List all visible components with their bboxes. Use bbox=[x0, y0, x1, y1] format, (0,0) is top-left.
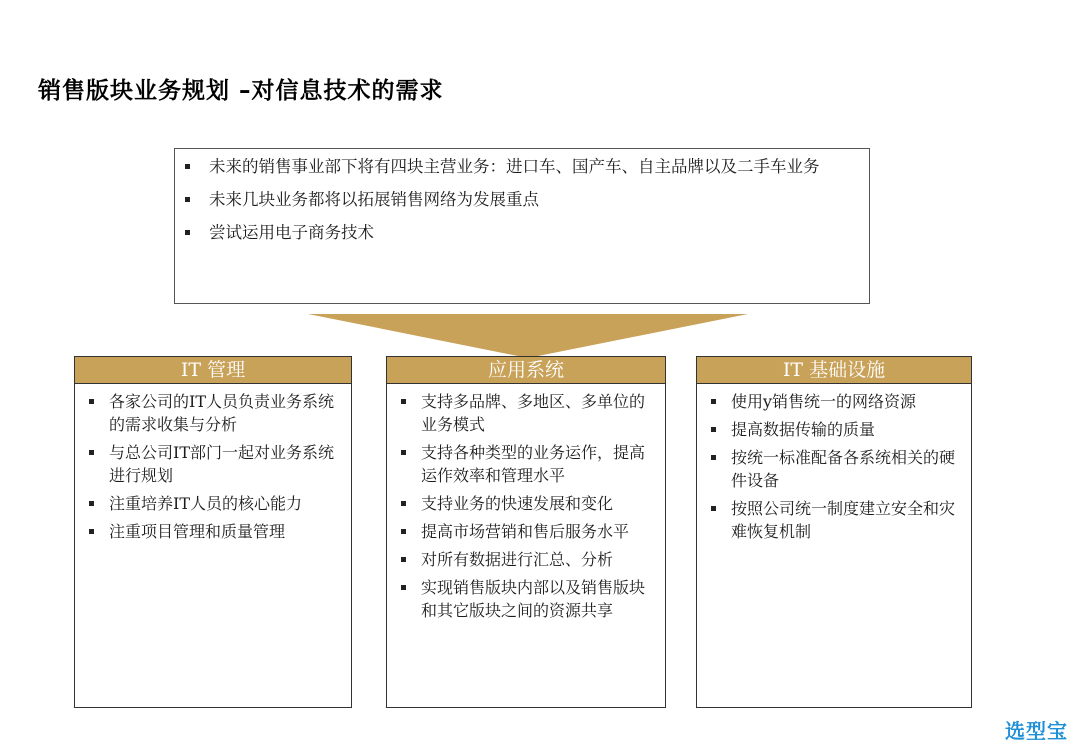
list-item: 按统一标准配备各系统相关的硬件设备 bbox=[709, 446, 961, 492]
list-item: 注重项目管理和质量管理 bbox=[87, 520, 341, 543]
brand-logo: 选型宝 bbox=[1005, 719, 1068, 743]
page-title: 销售版块业务规划 –对信息技术的需求 bbox=[38, 78, 444, 104]
bullet-icon bbox=[185, 197, 190, 202]
bullet-icon bbox=[89, 450, 94, 455]
list-item: 实现销售版块内部以及销售版块和其它版块之间的资源共享 bbox=[399, 576, 655, 622]
list-item: 与总公司IT部门一起对业务系统进行规划 bbox=[87, 441, 341, 487]
list-item: 对所有数据进行汇总、分析 bbox=[399, 548, 655, 571]
list-item: 提高市场营销和售后服务水平 bbox=[399, 520, 655, 543]
list-item: 使用y销售统一的网络资源 bbox=[709, 390, 961, 413]
summary-item: 未来的销售事业部下将有四块主营业务：进口车、国产车、自主品牌以及二手车业务 bbox=[185, 155, 851, 179]
list-item: 各家公司的IT人员负责业务系统的需求收集与分析 bbox=[87, 390, 341, 436]
bullet-icon bbox=[185, 164, 190, 169]
business-summary-box bbox=[174, 148, 870, 304]
summary-item: 未来几块业务都将以拓展销售网络为发展重点 bbox=[185, 188, 851, 212]
bullet-icon bbox=[401, 557, 406, 562]
list-item: 注重培养IT人员的核心能力 bbox=[87, 492, 341, 515]
bullet-icon bbox=[401, 585, 406, 590]
bullet-icon bbox=[711, 427, 716, 432]
down-funnel-arrow bbox=[308, 314, 748, 358]
column-it-infrastructure bbox=[696, 356, 972, 708]
bullet-icon bbox=[711, 506, 716, 511]
column-header: IT 管理 bbox=[75, 357, 351, 384]
bullet-icon bbox=[711, 455, 716, 460]
bullet-icon bbox=[89, 399, 94, 404]
column-header: IT 基础设施 bbox=[697, 357, 971, 384]
list-item: 按照公司统一制度建立安全和灾难恢复机制 bbox=[709, 497, 961, 543]
list-item: 支持各种类型的业务运作，提高运作效率和管理水平 bbox=[399, 441, 655, 487]
bullet-icon bbox=[401, 399, 406, 404]
bullet-icon bbox=[711, 399, 716, 404]
bullet-icon bbox=[401, 529, 406, 534]
list-item: 支持业务的快速发展和变化 bbox=[399, 492, 655, 515]
bullet-icon bbox=[185, 230, 190, 235]
bullet-icon bbox=[401, 501, 406, 506]
column-it-management bbox=[74, 356, 352, 708]
column-header: 应用系统 bbox=[387, 357, 665, 384]
list-item: 提高数据传输的质量 bbox=[709, 418, 961, 441]
bullet-icon bbox=[89, 529, 94, 534]
list-item: 支持多品牌、多地区、多单位的业务模式 bbox=[399, 390, 655, 436]
bullet-icon bbox=[401, 450, 406, 455]
column-applications bbox=[386, 356, 666, 708]
bullet-icon bbox=[89, 501, 94, 506]
summary-item: 尝试运用电子商务技术 bbox=[185, 221, 851, 245]
